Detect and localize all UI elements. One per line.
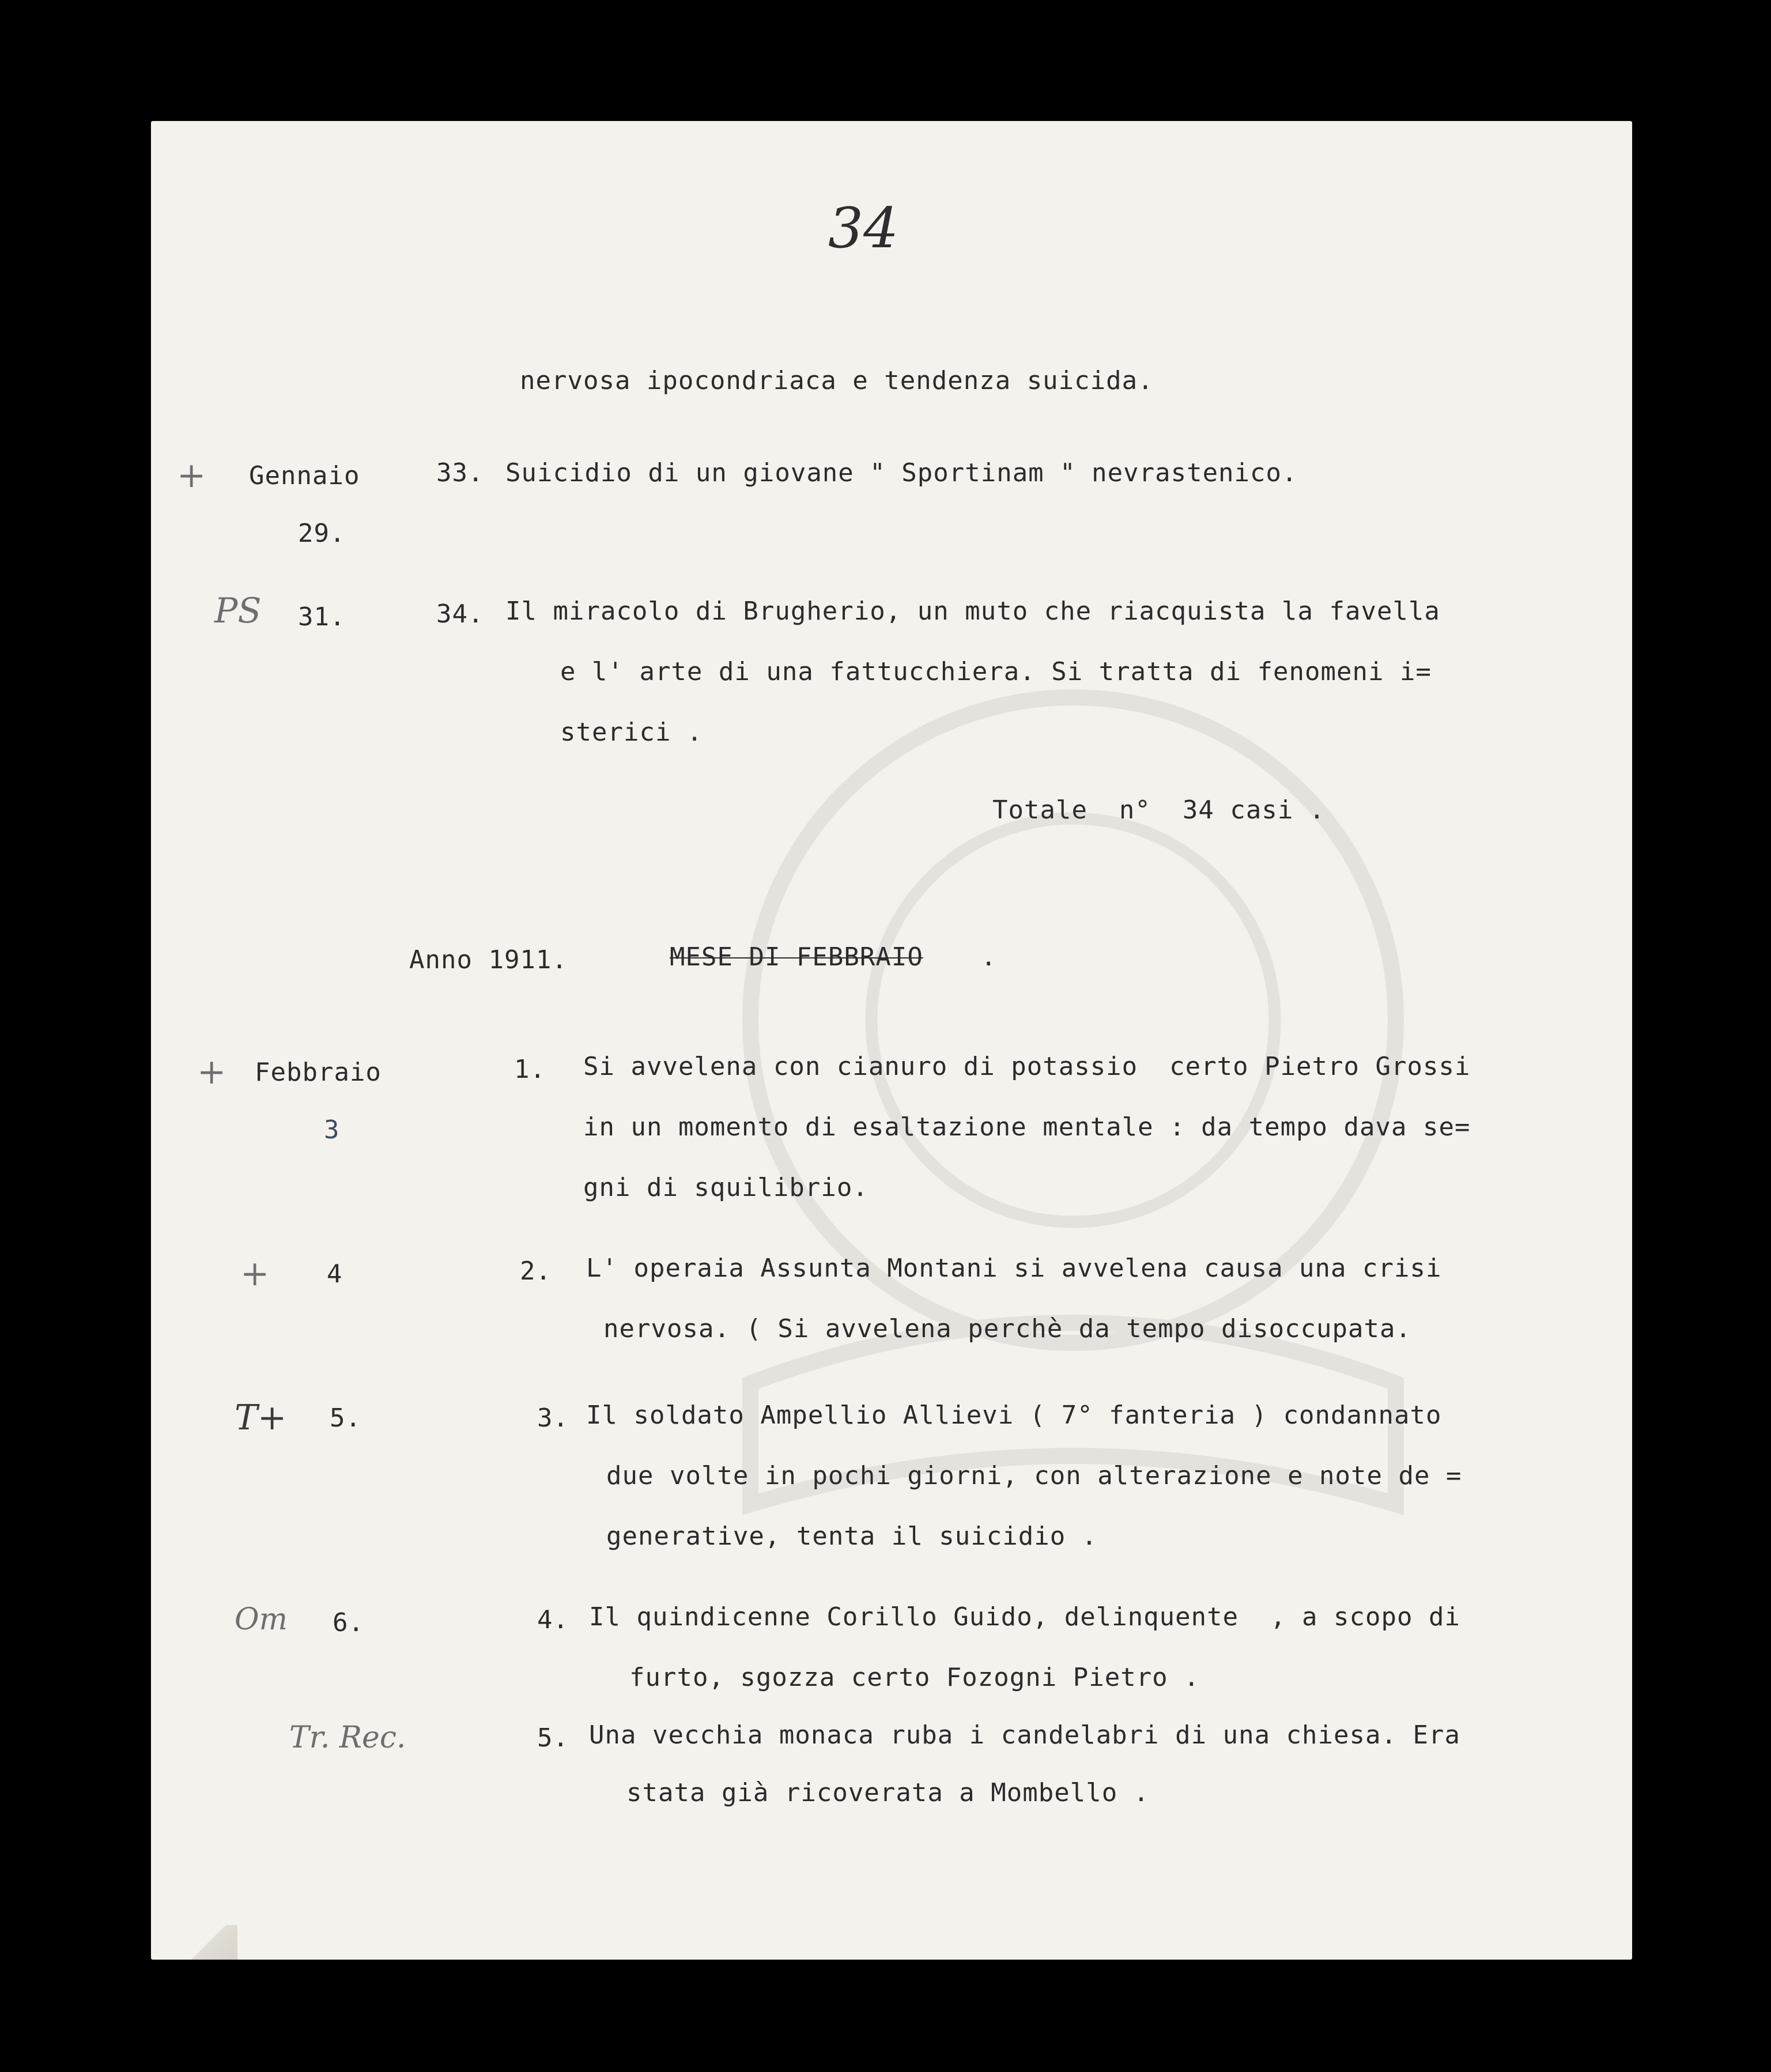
entry-date-day: 5. <box>330 1403 361 1433</box>
margin-mark: + <box>197 1052 226 1092</box>
entry-text-line: Il soldato Ampellio Allievi ( 7° fanteria ) condannato <box>586 1401 1442 1430</box>
margin-mark: T+ <box>235 1398 287 1438</box>
entry-text-line: Una vecchia monaca ruba i candelabri di una chiesa. Era <box>589 1720 1460 1750</box>
entry-text-line: nervosa. ( Si avvelena perchè da tempo disoccupata. <box>603 1314 1412 1343</box>
entry-text-line: generative, tenta il suicidio . <box>606 1522 1098 1551</box>
entry-date-month: Gennaio <box>249 461 360 490</box>
entry-number: 2. <box>520 1256 552 1286</box>
entry-date-day: 4 <box>327 1259 343 1289</box>
entry-number: 1. <box>514 1055 546 1084</box>
entry-text-line: L' operaia Assunta Montani si avvelena causa una crisi <box>586 1254 1442 1283</box>
margin-mark: + <box>240 1254 270 1294</box>
section-year: Anno 1911. <box>409 945 568 975</box>
document-page <box>151 121 1632 1960</box>
section-heading-tail: . <box>981 942 997 972</box>
page-number: 34 <box>828 196 899 261</box>
entry-date-day: 6. <box>333 1608 364 1637</box>
entry-text-line: Il quindicenne Corillo Guido, delinquente , a scopo di <box>589 1602 1460 1632</box>
entry-number: 33. <box>436 458 484 488</box>
entry-text-line: Si avvelena con cianuro di potassio certo Pietro Grossi <box>583 1052 1471 1081</box>
entry-number: 5. <box>537 1723 569 1753</box>
section-heading: MESE DI FEBBRAIO <box>670 942 923 972</box>
margin-mark: PS <box>214 591 262 631</box>
entry-text-line: Suicidio di un giovane " Sportinam " nevrastenico. <box>505 458 1298 488</box>
entry-date-day: 31. <box>298 602 346 632</box>
entry-text-line: gni di squilibrio. <box>583 1173 868 1202</box>
entry-number: 34. <box>436 599 484 629</box>
entry-text-line: stata già ricoverata a Mombello . <box>626 1778 1150 1807</box>
entry-number: 3. <box>537 1403 569 1433</box>
entry-text-line: due volte in pochi giorni, con alterazione e note de = <box>606 1461 1462 1490</box>
entry-number: 4. <box>537 1605 569 1635</box>
entry-date-day: 3 <box>324 1115 340 1145</box>
margin-mark: Tr. Rec. <box>289 1720 406 1755</box>
entry-date-month: Febbraio <box>255 1058 382 1087</box>
entry-text-line: Il miracolo di Brugherio, un muto che riacquista la favella <box>505 597 1440 626</box>
margin-mark: Om <box>235 1602 288 1637</box>
watermark-emblem <box>670 611 1477 1591</box>
intro-line: nervosa ipocondriaca e tendenza suicida. <box>520 366 1154 395</box>
entry-text-line: e l' arte di una fattucchiera. Si tratta di fenomeni i= <box>560 657 1432 686</box>
entry-date-day: 29. <box>298 519 346 548</box>
total-line: Totale n° 34 casi . <box>992 795 1326 825</box>
entry-text-line: in un momento di esaltazione mentale : da tempo dava se= <box>583 1112 1471 1142</box>
margin-mark: + <box>177 455 206 496</box>
entry-text-line: furto, sgozza certo Fozogni Pietro . <box>629 1663 1200 1692</box>
entry-text-line: sterici . <box>560 718 703 747</box>
